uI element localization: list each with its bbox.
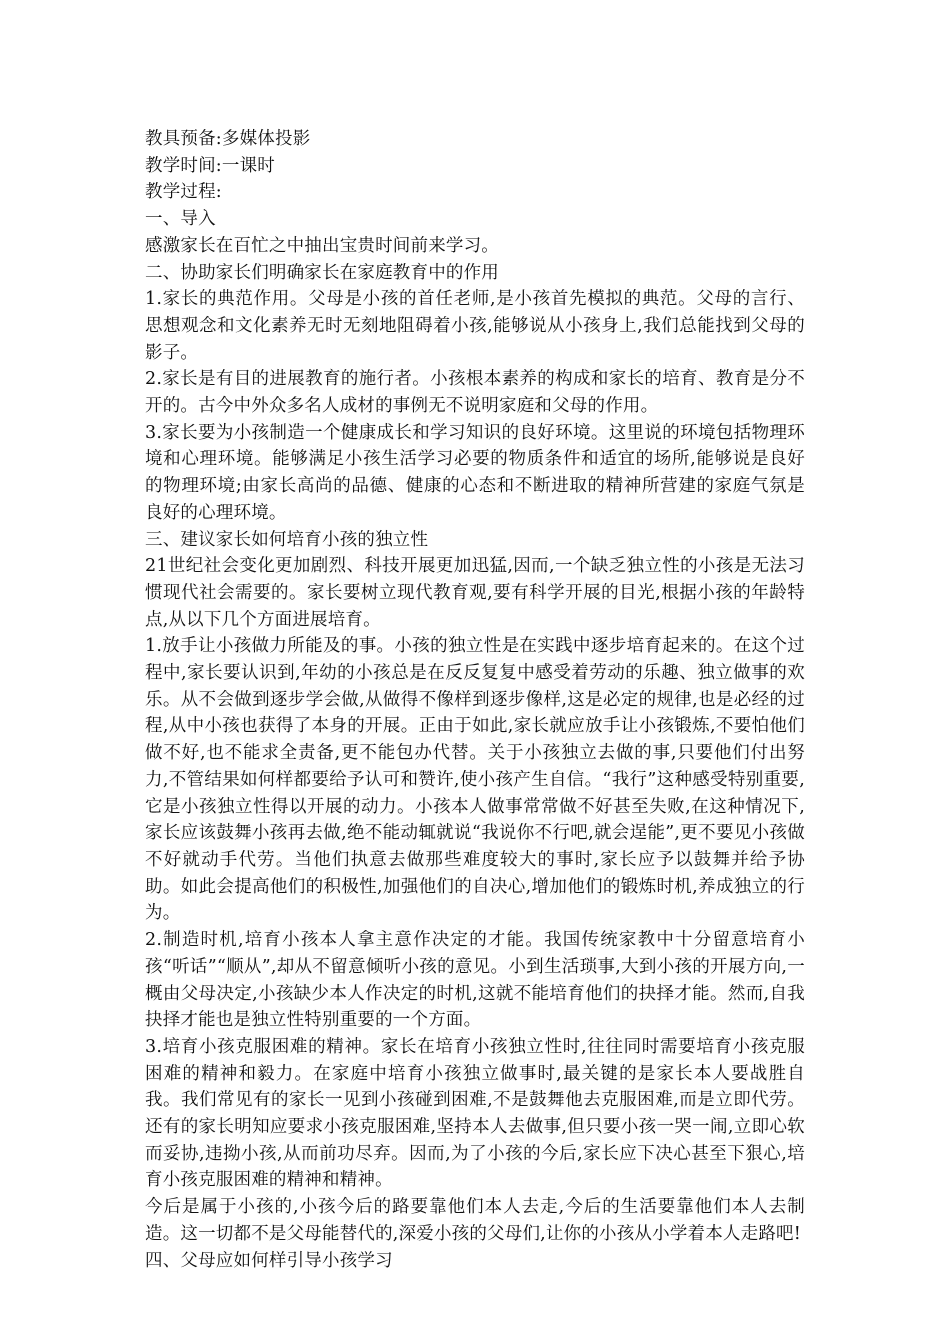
heading-section-4: 四、父母应如何样引导小孩学习 bbox=[145, 1250, 393, 1271]
paragraph-role-3: 3.家长要为小孩制造一个健康成长和学习知识的良好环境。这里说的环境包括物理环境和心理环境。能够满足小孩生活学习必要的物质条件和适宜的场所,能够说是良好的物理环境;由家长高尚的品德、健康的心态和不断进取的精神所营建的家庭气氛是良好的心理环境。 bbox=[145, 422, 805, 523]
paragraph-independence-intro: 21世纪社会变化更加剧烈、科技开展更加迅猛,因而,一个缺乏独立性的小孩是无法习惯现代社会需要的。家长要树立现代教育观,要有科学开展的目光,根据小孩的年龄特点,从以下几个方面进展培育。 bbox=[145, 556, 805, 630]
paragraph-teaching-aids: 教具预备:多媒体投影 bbox=[145, 129, 311, 149]
heading-section-3: 三、建议家长如何培育小孩的独立性 bbox=[145, 529, 429, 550]
heading-section-1: 一、导入 bbox=[145, 209, 216, 230]
document-body bbox=[145, 126, 805, 1274]
paragraph-independence-2: 2.制造时机,培育小孩本人拿主意作决定的才能。我国传统家教中十分留意培育小孩“听话”“顺从”,却从不留意倾听小孩的意见。小到生活琐事,大到小孩的开展方向,一概由父母决定,小孩缺少本人作决定的时机,这就不能培育他们的抉择才能。然而,自我抉择才能也是独立性特别重要的一个方面。 bbox=[145, 930, 805, 1031]
heading-section-2: 二、协助家长们明确家长在家庭教育中的作用 bbox=[145, 262, 499, 283]
paragraph-role-1: 1.家长的典范作用。父母是小孩的首任老师,是小孩首先模拟的典范。父母的言行、思想观念和文化素养无时无刻地阻碍着小孩,能够说从小孩身上,我们总能找到父母的影子。 bbox=[145, 289, 805, 363]
paragraph-independence-1: 1.放手让小孩做力所能及的事。小孩的独立性是在实践中逐步培育起来的。在这个过程中,家长要认识到,年幼的小孩总是在反反复复中感受着劳动的乐趣、独立做事的欢乐。从不会做到逐步学会做,从做得不像样到逐步像样,这是必定的规律,也是必经的过程,从中小孩也获得了本身的开展。正由于如此,家长就应放手让小孩锻炼,不要怕他们做不好,也不能求全责备,更不能包办代替。关于小孩独立去做的事,只要他们付出努力,不管结果如何样都要给予认可和赞许,使小孩产生自信。“我行”这种感受特别重要,它是小孩独立性得以开展的动力。小孩本人做事常常做不好甚至失败,在这种情况下,家长应该鼓舞小孩再去做,绝不能动辄就说“我说你不行吧,就会逞能”,更不要见小孩做不好就动手代劳。当他们执意去做那些难度较大的事时,家长应予以鼓舞并给予协助。如此会提高他们的积极性,加强他们的自决心,增加他们的锻炼时机,养成独立的行为。 bbox=[145, 636, 805, 924]
paragraph-conclusion: 今后是属于小孩的,小孩今后的路要靠他们本人去走,今后的生活要靠他们本人去制造。这一切都不是父母能替代的,深爱小孩的父母们,让你的小孩从小学着本人走路吧! bbox=[145, 1197, 805, 1244]
paragraph-teaching-process: 教学过程: bbox=[145, 182, 222, 203]
paragraph-independence-3: 3.培育小孩克服困难的精神。家长在培育小孩独立性时,往往同时需要培育小孩克服困难的精神和毅力。在家庭中培育小孩独立做事时,最关键的是家长本人要战胜自我。我们常见有的家长一见到小孩碰到困难,不是鼓舞他去克服困难,而是立即代劳。还有的家长明知应要求小孩克服困难,坚持本人去做事,但只要小孩一哭一闹,立即心软而妥协,违拗小孩,从而前功尽弃。因而,为了小孩的今后,家长应下决心甚至下狠心,培育小孩克服困难的精神和精神。 bbox=[145, 1036, 805, 1191]
paragraph-thanks: 感激家长在百忙之中抽出宝贵时间前来学习。 bbox=[145, 235, 499, 256]
paragraph-teaching-time: 教学时间:一课时 bbox=[145, 155, 275, 176]
paragraph-role-2: 2.家长是有目的进展教育的施行者。小孩根本素养的构成和家长的培育、教育是分不开的。古今中外众多名人成材的事例无不说明家庭和父母的作用。 bbox=[145, 369, 805, 417]
